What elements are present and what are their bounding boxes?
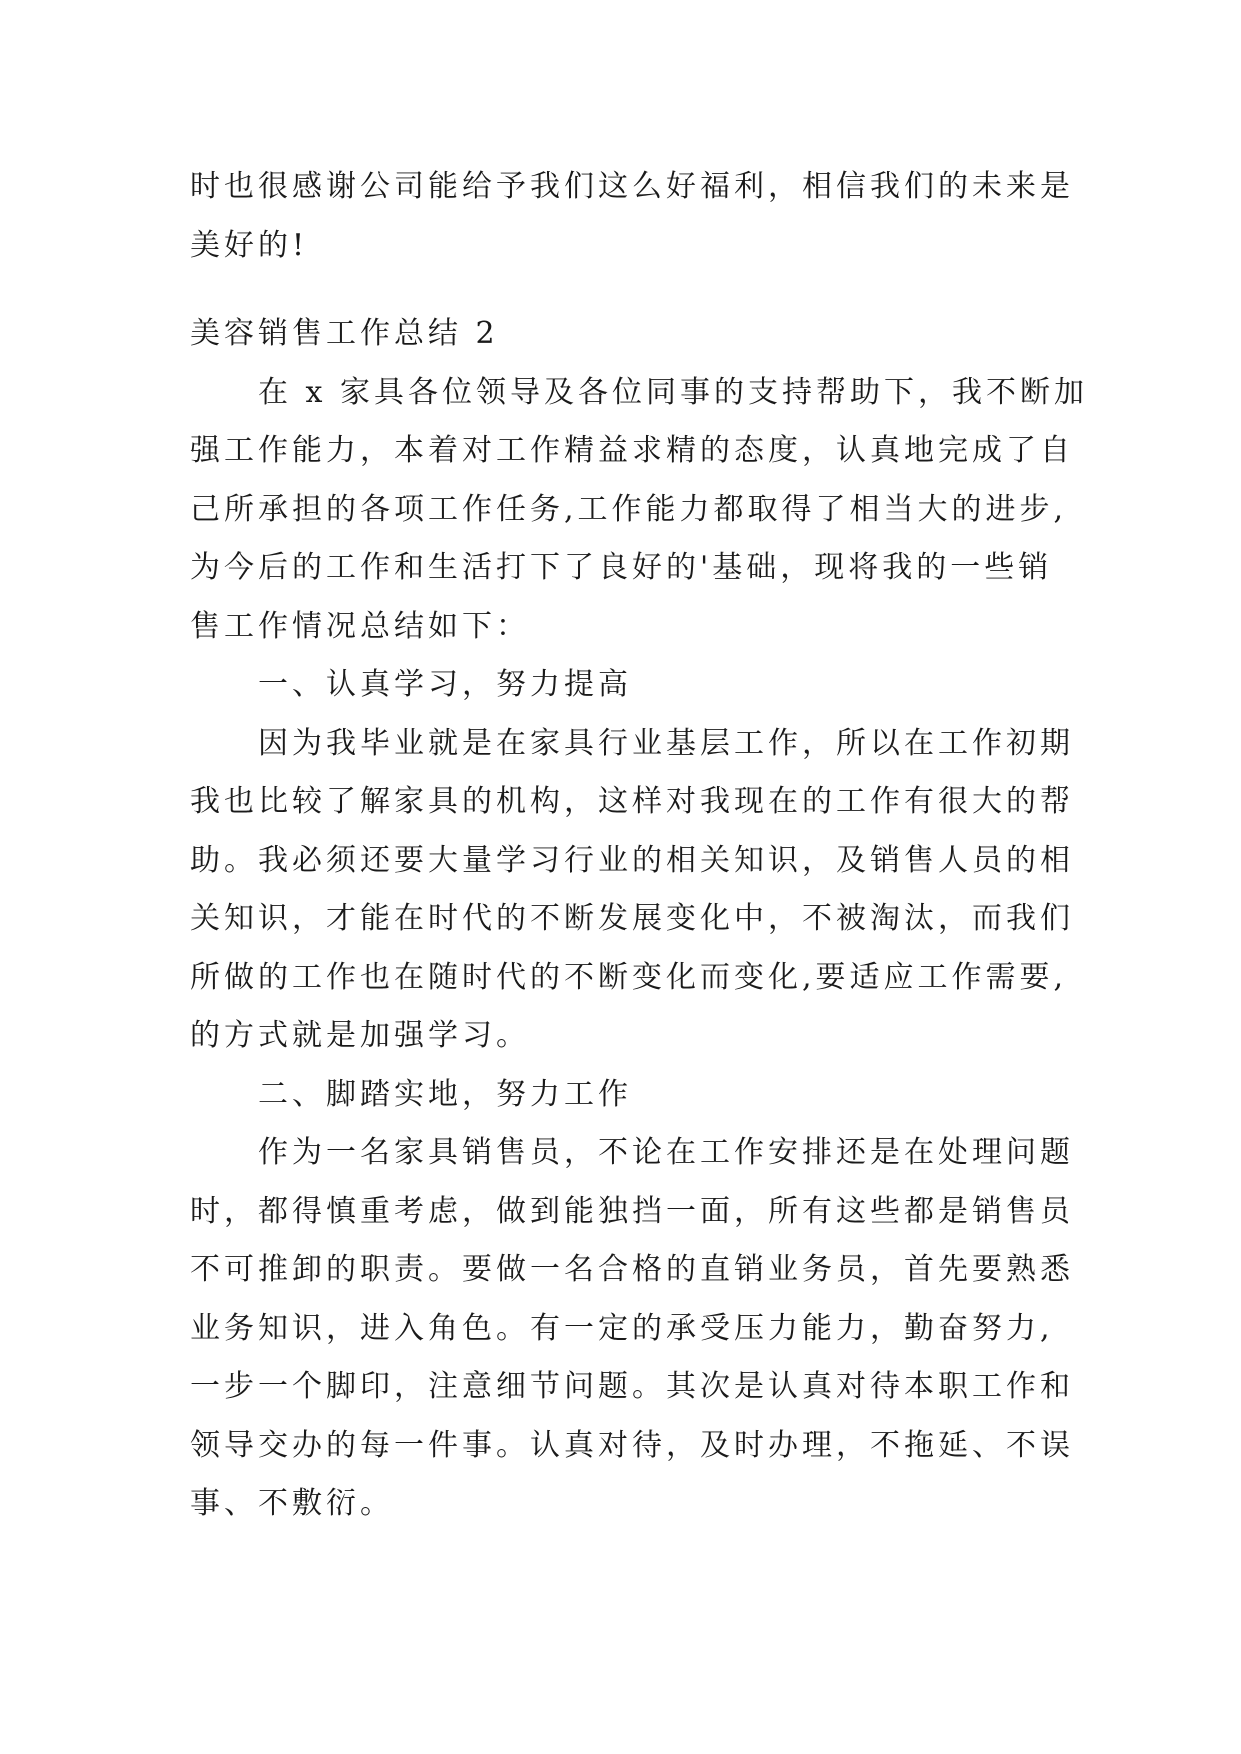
intro-line: 时也很感谢公司能给予我们这么好福利，相信我们的未来是 (190, 169, 1074, 204)
paragraph-line: 不可推卸的职责。要做一名合格的直销业务员，首先要熟悉 (190, 1252, 1074, 1287)
paragraph-line: 的方式就是加强学习。 (190, 1018, 530, 1053)
paragraph-line: 己所承担的各项工作任务,工作能力都取得了相当大的进步, (190, 491, 1068, 527)
paragraph-line: 一步一个脚印，注意细节问题。其次是认真对待本职工作和 (190, 1369, 1074, 1404)
paragraph-line: 助。我必须还要大量学习行业的相关知识，及销售人员的相 (190, 842, 1074, 878)
paragraph-line: 强工作能力，本着对工作精益求精的态度，认真地完成了自 (190, 433, 1074, 468)
paragraph-line: 因为我毕业就是在家具行业基层工作，所以在工作初期 (258, 725, 1074, 761)
paragraph-line: 事、不敷衍。 (190, 1486, 394, 1521)
intro-line: 美好的! (190, 227, 309, 263)
paragraph-line: 在 x 家具各位领导及各位同事的支持帮助下，我不断加 (258, 374, 1088, 410)
subheading-study: 一、认真学习，努力提高 (258, 667, 632, 702)
paragraph-line: 我也比较了解家具的机构，这样对我现在的工作有很大的帮 (190, 784, 1074, 819)
paragraph-line: 所做的工作也在随时代的不断变化而变化,要适应工作需要, (190, 959, 1068, 995)
paragraph-line: 作为一名家具销售员，不论在工作安排还是在处理问题 (258, 1135, 1074, 1170)
subheading-work: 二、脚踏实地，努力工作 (258, 1076, 632, 1112)
document-body (190, 158, 1088, 1534)
paragraph-line: 关知识，才能在时代的不断发展变化中，不被淘汰，而我们 (190, 901, 1074, 936)
section-title: 美容销售工作总结 2 (190, 316, 499, 351)
paragraph-line: 业务知识，进入角色。有一定的承受压力能力，勤奋努力, (190, 1310, 1054, 1346)
paragraph-line: 领导交办的每一件事。认真对待，及时办理，不拖延、不误 (190, 1427, 1074, 1463)
paragraph-line: 时，都得慎重考虑，做到能独挡一面，所有这些都是销售员 (190, 1193, 1074, 1229)
paragraph-line: 为今后的工作和生活打下了良好的'基础，现将我的一些销 (190, 550, 1053, 585)
paragraph-line: 售工作情况总结如下： (190, 608, 530, 644)
spacer (190, 275, 1060, 305)
